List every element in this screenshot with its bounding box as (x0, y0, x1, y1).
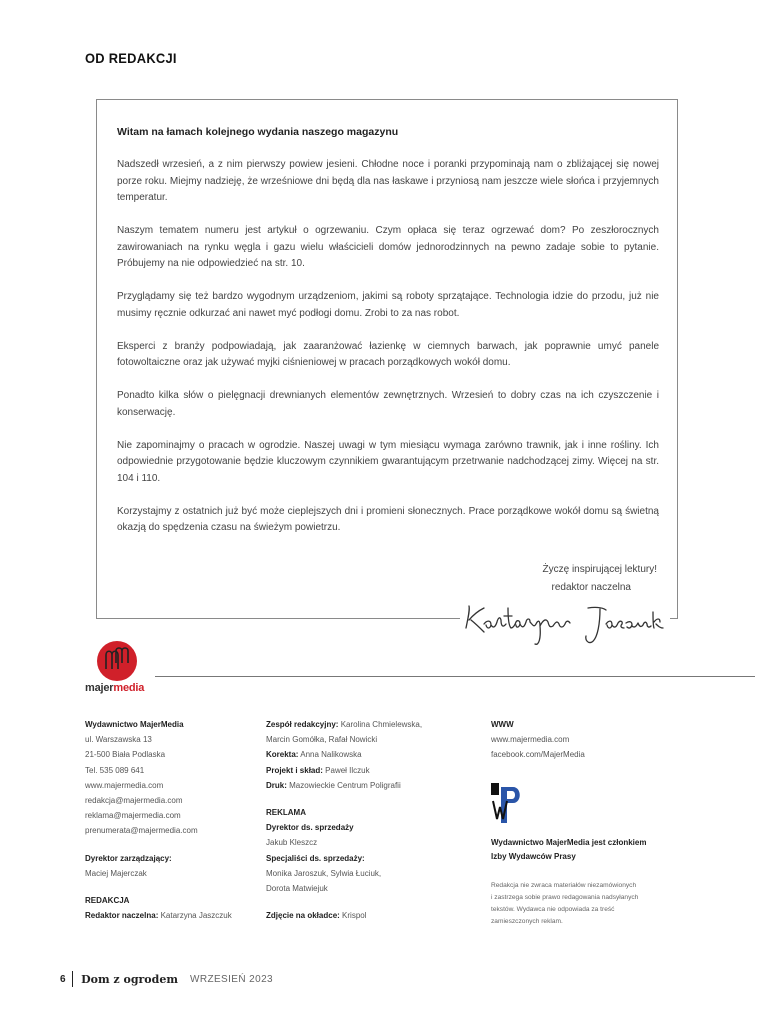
page-footer (60, 971, 273, 987)
editorial-box (96, 99, 678, 619)
publisher-name: Wydawnictwo MajerMedia (85, 720, 184, 729)
editor-in-chief: Redaktor naczelna: Katarzyna Jaszczuk (85, 911, 232, 921)
editorial-greeting: Witam na łamach kolejnego wydania naszego magazynu (117, 126, 399, 138)
editorial-paragraph: Eksperci z branży podpowiadają, jak zaaranżować łazienkę w ciemnych barwach, jak poprawnie umyć panele fotowoltaiczne oraz jak używać myjki ciśnieniowej w pracach porządkowych wokół domu. (117, 340, 659, 368)
director-name: Maciej Majerczak (85, 868, 147, 878)
publisher-email: redakcja@majermedia.com (85, 796, 183, 806)
publisher-email: prenumerata@majermedia.com (85, 826, 198, 836)
publisher-column (85, 717, 250, 923)
publisher-address: 21-500 Biała Podlaska (85, 750, 166, 760)
web-link[interactable]: www.majermedia.com (491, 735, 570, 745)
closing-wish: Życzę inspirującej lektury! (542, 564, 657, 575)
magazine-name: Dom z ogrodem (81, 972, 178, 986)
design: Projekt i skład: Paweł Ilczuk (266, 765, 370, 775)
editorial-paragraph: Korzystajmy z ostatnich już być może cieplejszych dni i promieni słonecznych. Prace porządkowe wokół domu są świetną okazją do spędzenia czasu na świeżym powietrzu. (117, 505, 659, 533)
sales-specialists: Monika Jaroszuk, Sylwia Łuciuk, (266, 868, 382, 878)
ads-heading: REKLAMA (266, 808, 306, 818)
signature-handwriting (460, 598, 670, 650)
editorial-paragraph: Naszym tematem numeru jest artykuł o ogrzewaniu. Czym opłaca się teraz ogrzewać dom? Po zeszłorocznych zawirowaniach na rynku węgla i gazu wielu właścicieli domów jednorodzinnych na pewno zadaje sobie to pytanie. Próbujemy na nie odpowiedzieć na str. 10. (117, 225, 659, 269)
signature (460, 598, 670, 650)
editorial-paragraph: Ponadto kilka słów o pielęgnacji drewnianych elementów zewnętrznych. Wrzesień to dobry czas na ich czyszczenie i konserwację. (117, 390, 659, 418)
editorial-heading: REDAKCJA (85, 896, 130, 906)
publisher-email: reklama@majermedia.com (85, 811, 181, 821)
membership-note: Wydawnictwo MajerMedia jest członkiem Izby Wydawców Prasy (491, 838, 647, 861)
director-label: Dyrektor zarządzający: (85, 853, 172, 863)
editorial-content (117, 126, 659, 553)
printing: Druk: Mazowieckie Centrum Poligrafii (266, 780, 401, 790)
editorial-paragraph: Przyglądamy się też bardzo wygodnym urządzeniom, jakimi są roboty sprzątające. Technologia idzie do przodu, już nie musimy ręcznie odkurzać ani nawet myć podłogi domu. Zrobi to za nas robot. (117, 291, 659, 319)
ipp-logo-icon (491, 783, 525, 825)
publisher-phone: Tel. 535 089 641 (85, 765, 145, 775)
divider (155, 676, 755, 677)
team-column (266, 717, 476, 923)
web-link[interactable]: facebook.com/MajerMedia (491, 750, 585, 760)
editorial-paragraph: Nadszedł wrzesień, a z nim pierwszy powiew jesieni. Chłodne noce i poranki przypominają nam o zbliżającej się nowej porze roku. Miejmy nadzieję, że wrześniowe dni będą dla nas łaskawe i przyniosą nam jeszcze wiele słońca i przyjemnych temperatur. (117, 159, 659, 203)
sales-specialists-label: Specjaliści ds. sprzedaży: (266, 853, 365, 863)
editorial-closing (543, 561, 657, 597)
publisher-website: www.majermedia.com (85, 780, 164, 790)
sales-specialists: Dorota Matwiejuk (266, 884, 328, 894)
proofreading: Korekta: Anna Nalikowska (266, 750, 362, 760)
editorial-paragraph: Nie zapominajmy o pracach w ogrodzie. Naszej uwagi w tym miesiącu wymaga zarówno trawnik, jak i inne rośliny. Ich odpowiednie przygotowanie będzie kluczowym czynnikiem gwarantującym przetrwanie nadchodzącej zimy. Więcej na str. 104 i 110. (117, 439, 659, 484)
footer-separator (72, 971, 74, 987)
issue-date: WRZESIEŃ 2023 (189, 973, 273, 985)
disclaimer: Redakcja nie zwraca materiałów niezamówionych i zastrzega sobie prawo redagowania nadsyłanych tekstów. Wydawca nie odpowiada za treść zamieszczonych reklam. (491, 882, 639, 925)
majermedia-logo-icon (85, 640, 145, 682)
section-title: OD REDAKCJI (85, 50, 177, 66)
team-line: Zespół redakcyjny: Karolina Chmielewska, (266, 720, 423, 729)
cover-photo: Zdjęcie na okładce: Krispol (266, 911, 367, 921)
ipp-logo (491, 783, 525, 825)
team-line: Marcin Gomółka, Rafał Nowicki (266, 735, 378, 745)
sales-director-name: Jakub Kleszcz (266, 838, 318, 848)
web-heading: WWW (491, 720, 514, 729)
majermedia-logo-text: majermedia (85, 682, 145, 694)
publisher-address: ul. Warszawska 13 (85, 735, 152, 745)
web-column (491, 717, 701, 763)
closing-role: redaktor naczelna (551, 582, 631, 593)
sales-director-label: Dyrektor ds. sprzedaży (266, 823, 354, 833)
page-number: 6 (60, 973, 66, 985)
